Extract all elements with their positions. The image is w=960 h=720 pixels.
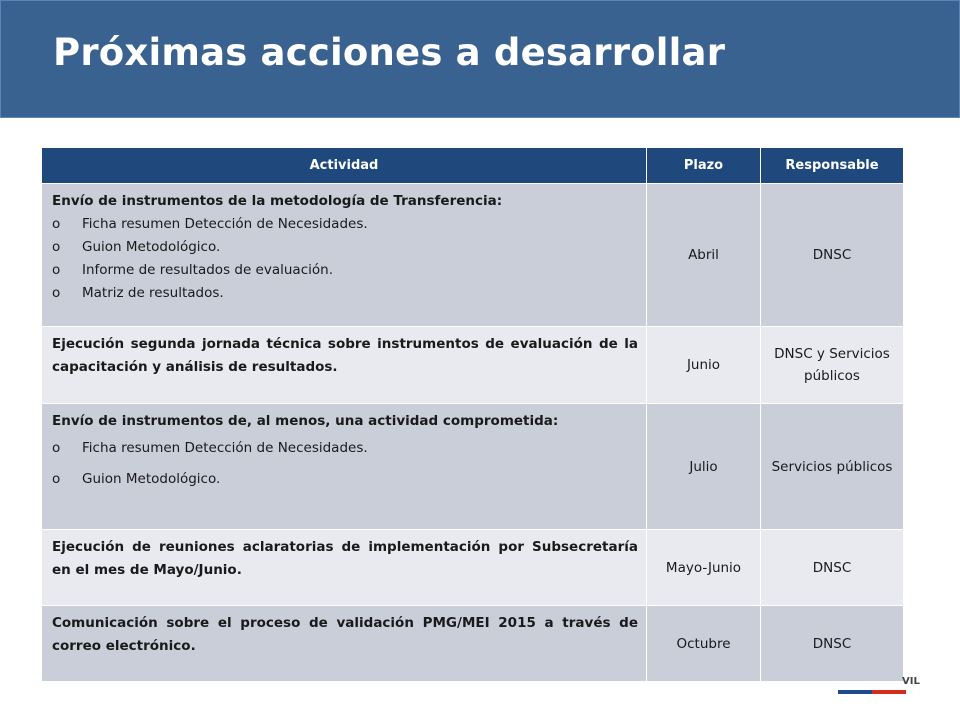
plazo-cell: Mayo-Junio xyxy=(647,530,761,606)
table-header-row xyxy=(42,148,904,184)
responsable-cell: DNSC xyxy=(761,530,904,606)
activity-cell xyxy=(42,606,647,682)
header-plazo: Plazo xyxy=(647,148,761,184)
list-item xyxy=(52,282,638,305)
activity-lead: Envío de instrumentos de, al menos, una actividad comprometida: xyxy=(52,413,559,429)
bullet-marker-icon: o xyxy=(52,440,61,456)
plazo-cell: Julio xyxy=(647,404,761,530)
list-item-text: Guion Metodológico. xyxy=(82,471,221,487)
activity-lead: Ejecución segunda jornada técnica sobre instrumentos de evaluación de la capacitación y análisis de resultados. xyxy=(52,336,638,375)
list-item-text: Informe de resultados de evaluación. xyxy=(82,262,333,278)
table-row xyxy=(42,530,904,606)
header-responsable: Responsable xyxy=(761,148,904,184)
list-item xyxy=(52,259,638,282)
list-item-text: Ficha resumen Detección de Necesidades. xyxy=(82,216,368,232)
header-actividad: Actividad xyxy=(42,148,647,184)
bullet-marker-icon: o xyxy=(52,239,61,255)
list-item xyxy=(52,464,638,495)
table-row xyxy=(42,404,904,530)
activity-cell xyxy=(42,327,647,404)
bullet-marker-icon: o xyxy=(52,216,61,232)
list-item-text: Guion Metodológico. xyxy=(82,239,221,255)
responsable-cell: DNSC xyxy=(761,606,904,682)
plazo-cell: Junio xyxy=(647,327,761,404)
table-row xyxy=(42,327,904,404)
bullet-marker-icon: o xyxy=(52,285,61,301)
actions-table xyxy=(41,147,904,682)
responsable-cell: DNSC xyxy=(761,184,904,327)
list-item-text: Matriz de resultados. xyxy=(82,285,224,301)
plazo-cell: Octubre xyxy=(647,606,761,682)
list-item xyxy=(52,213,638,236)
activity-lead: Ejecución de reuniones aclaratorias de implementación por Subsecretaría en el mes de Mayo/Junio. xyxy=(52,539,638,578)
title-banner xyxy=(0,0,960,118)
responsable-cell: Servicios públicos xyxy=(761,404,904,530)
list-item-text: Ficha resumen Detección de Necesidades. xyxy=(82,440,368,456)
page-title: Próximas acciones a desarrollar xyxy=(53,31,726,74)
bullet-marker-icon: o xyxy=(52,471,61,487)
list-item xyxy=(52,433,638,464)
bullet-marker-icon: o xyxy=(52,262,61,278)
activity-cell xyxy=(42,184,647,327)
activity-cell xyxy=(42,404,647,530)
activity-lead: Envío de instrumentos de la metodología de Transferencia: xyxy=(52,193,503,209)
responsable-cell: DNSC y Servicios públicos xyxy=(761,327,904,404)
bullet-list xyxy=(52,433,638,495)
logo-text: VIL xyxy=(902,676,920,687)
activity-lead: Comunicación sobre el proceso de validación PMG/MEI 2015 a través de correo electrónico. xyxy=(52,615,638,654)
activity-cell xyxy=(42,530,647,606)
table-row xyxy=(42,184,904,327)
list-item xyxy=(52,236,638,259)
plazo-cell: Abril xyxy=(647,184,761,327)
table-row xyxy=(42,606,904,682)
flag-stripe-logo xyxy=(838,690,906,694)
bullet-list xyxy=(52,213,638,305)
